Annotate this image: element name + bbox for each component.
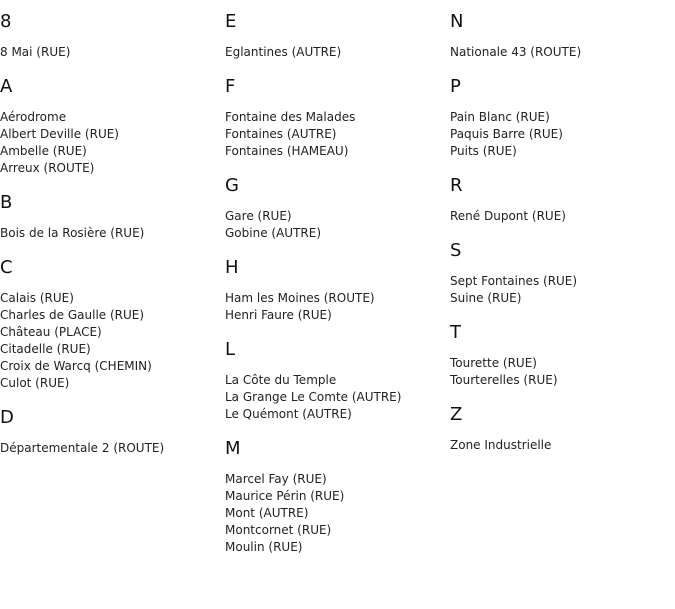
- street-link[interactable]: Montcornet (RUE): [225, 523, 332, 537]
- street-list: [225, 109, 445, 160]
- street-list: [225, 471, 445, 556]
- street-link[interactable]: Tourette (RUE): [450, 356, 537, 370]
- street-list: [0, 225, 220, 242]
- street-link[interactable]: La Grange Le Comte (AUTRE): [225, 390, 402, 404]
- street-link[interactable]: René Dupont (RUE): [450, 209, 566, 223]
- letter-heading: F: [225, 76, 236, 97]
- street-link[interactable]: Eglantines (AUTRE): [225, 45, 342, 59]
- street-link[interactable]: Mont (AUTRE): [225, 506, 309, 520]
- street-list: [450, 437, 670, 454]
- street-list: [0, 290, 220, 392]
- letter-group-n: [450, 12, 670, 61]
- letter-heading: 8: [0, 11, 12, 32]
- letter-group-d: [0, 408, 220, 457]
- letter-heading: G: [225, 175, 239, 196]
- letter-group-r: [450, 176, 670, 225]
- letter-group-f: [225, 77, 445, 160]
- street-list: [450, 355, 670, 389]
- letter-group-c: [0, 258, 220, 392]
- street-list: [0, 44, 220, 61]
- index-column-3: [450, 12, 670, 470]
- street-list: [450, 109, 670, 160]
- letter-group-z: [450, 405, 670, 454]
- street-link[interactable]: La Côte du Temple: [225, 373, 337, 387]
- street-link[interactable]: Bois de la Rosière (RUE): [0, 226, 145, 240]
- street-link[interactable]: Le Quémont (AUTRE): [225, 407, 352, 421]
- street-list: [450, 273, 670, 307]
- street-link[interactable]: Fontaines (HAMEAU): [225, 144, 349, 158]
- street-list: [225, 372, 445, 423]
- letter-group-b: [0, 193, 220, 242]
- letter-group-8: [0, 12, 220, 61]
- letter-group-g: [225, 176, 445, 242]
- street-link[interactable]: Maurice Périn (RUE): [225, 489, 345, 503]
- street-list: [450, 44, 670, 61]
- street-link[interactable]: Moulin (RUE): [225, 540, 303, 554]
- street-link[interactable]: Zone Industrielle: [450, 438, 552, 452]
- letter-heading: R: [450, 175, 463, 196]
- street-link[interactable]: Puits (RUE): [450, 144, 517, 158]
- street-link[interactable]: Albert Deville (RUE): [0, 127, 119, 141]
- street-link[interactable]: Suine (RUE): [450, 291, 522, 305]
- letter-heading: A: [0, 76, 13, 97]
- street-link[interactable]: Arreux (ROUTE): [0, 161, 95, 175]
- street-list: [225, 290, 445, 324]
- street-link[interactable]: Fontaines (AUTRE): [225, 127, 337, 141]
- letter-heading: B: [0, 192, 13, 213]
- street-link[interactable]: Pain Blanc (RUE): [450, 110, 550, 124]
- street-link[interactable]: Tourterelles (RUE): [450, 373, 558, 387]
- letter-heading: D: [0, 407, 14, 428]
- letter-heading: L: [225, 339, 236, 360]
- letter-group-h: [225, 258, 445, 324]
- street-link[interactable]: 8 Mai (RUE): [0, 45, 71, 59]
- index-column-2: [225, 12, 445, 572]
- letter-group-l: [225, 340, 445, 423]
- letter-group-p: [450, 77, 670, 160]
- street-link[interactable]: Charles de Gaulle (RUE): [0, 308, 145, 322]
- letter-heading: E: [225, 11, 237, 32]
- letter-group-a: [0, 77, 220, 177]
- street-link[interactable]: Paquis Barre (RUE): [450, 127, 563, 141]
- letter-heading: H: [225, 257, 239, 278]
- street-link[interactable]: Ambelle (RUE): [0, 144, 87, 158]
- street-link[interactable]: Nationale 43 (ROUTE): [450, 45, 582, 59]
- letter-group-s: [450, 241, 670, 307]
- street-list: [450, 208, 670, 225]
- index-column-1: [0, 12, 220, 473]
- street-list: [0, 440, 220, 457]
- letter-heading: T: [450, 322, 461, 343]
- street-list: [225, 44, 445, 61]
- street-link[interactable]: Croix de Warcq (CHEMIN): [0, 359, 152, 373]
- street-list: [0, 109, 220, 177]
- street-link[interactable]: Ham les Moines (ROUTE): [225, 291, 375, 305]
- letter-heading: N: [450, 11, 464, 32]
- letter-heading: P: [450, 76, 461, 97]
- street-link[interactable]: Sept Fontaines (RUE): [450, 274, 578, 288]
- street-link[interactable]: Marcel Fay (RUE): [225, 472, 327, 486]
- street-link[interactable]: Aérodrome: [0, 110, 67, 124]
- street-link[interactable]: Calais (RUE): [0, 291, 74, 305]
- letter-heading: M: [225, 438, 241, 459]
- street-link[interactable]: Citadelle (RUE): [0, 342, 91, 356]
- street-link[interactable]: Henri Faure (RUE): [225, 308, 332, 322]
- street-link[interactable]: Gobine (AUTRE): [225, 226, 321, 240]
- street-link[interactable]: Gare (RUE): [225, 209, 292, 223]
- letter-group-m: [225, 439, 445, 556]
- street-link[interactable]: Fontaine des Malades: [225, 110, 356, 124]
- letter-group-e: [225, 12, 445, 61]
- letter-heading: S: [450, 240, 462, 261]
- letter-heading: C: [0, 257, 13, 278]
- street-link[interactable]: Culot (RUE): [0, 376, 70, 390]
- letter-group-t: [450, 323, 670, 389]
- street-link[interactable]: Départementale 2 (ROUTE): [0, 441, 165, 455]
- street-link[interactable]: Château (PLACE): [0, 325, 102, 339]
- street-list: [225, 208, 445, 242]
- letter-heading: Z: [450, 404, 463, 425]
